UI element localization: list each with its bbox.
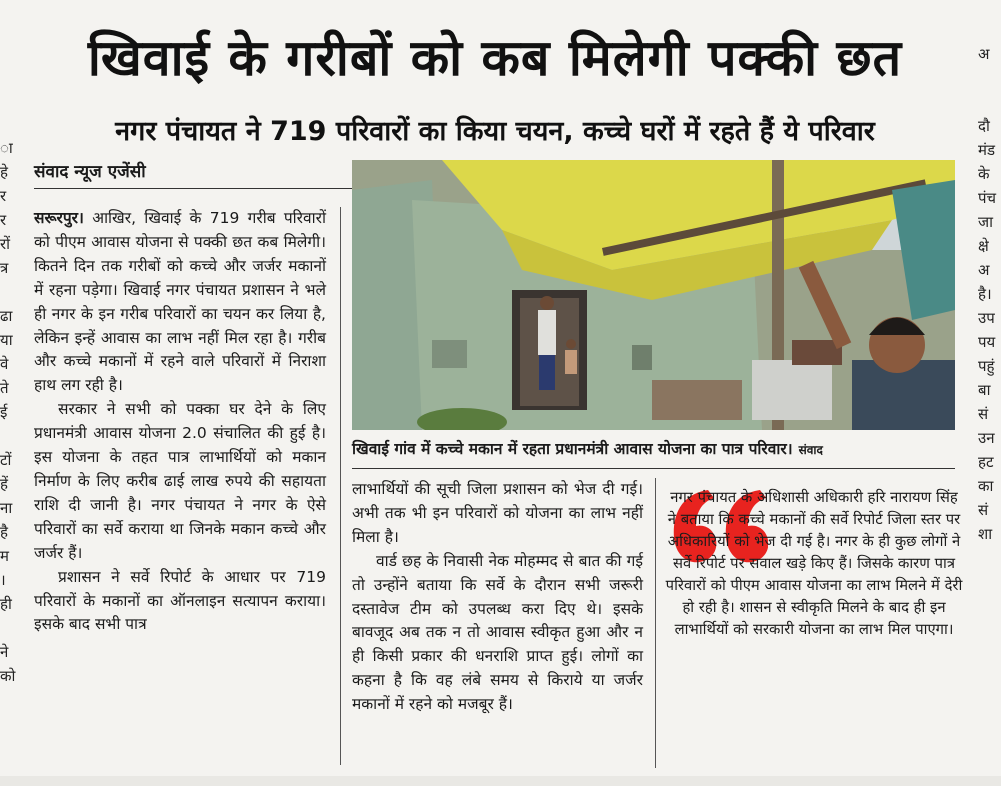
byline: संवाद न्यूज एजेंसी xyxy=(34,162,146,182)
dateline: सरूरपुर। xyxy=(34,209,84,227)
top-edge xyxy=(0,0,1001,8)
caption-divider xyxy=(352,468,955,469)
column-divider xyxy=(340,207,341,765)
column-divider xyxy=(655,478,656,768)
article-paragraph: सरकार ने सभी को पक्का घर देने के लिए प्रधानमंत्री आवास योजना 2.0 संचालित की हुई है। इस योजना के तहत पात्र लाभार्थियों को मकान निर्माण के लिए करीब ढाई लाख रुपये की सहायता राशि दी जानी है। नगर पंचायत ने नगर के ऐसे परिवारों का सर्वे कराया था जिनके मकान कच्चे और जर्जर हैं। xyxy=(34,400,326,562)
official-quote: नगर पंचायत के अधिशासी अधिकारी हरि नारायण सिंह ने बताया कि कच्चे मकानों की सर्वे रिपोर्ट जिला स्तर पर अधिकारियों को भेज दी गई है। नगर के ही कुछ लोगों ने सर्वे रिपोर्ट पर सवाल खड़े किए हैं। जिसके कारण पात्र परिवारों को पीएम आवास योजना का लाभ मिलने में देरी हो रही है। शासन से स्वीकृति मिलने के बाद ही इन लाभार्थियों को सरकारी योजना का लाभ मिल पाएगा। xyxy=(665,489,963,638)
article-column-2 xyxy=(352,478,643,717)
article-paragraph: लाभार्थियों की सूची जिला प्रशासन को भेज दी गई। अभी तक भी इन परिवारों को योजना का लाभ नहीं मिला है। xyxy=(352,480,643,546)
adjacent-article-right-fragment: अ दौ मंड के पंच जा क्षे अ है। उप पय पहुं बा सं उन हट का सं शा xyxy=(978,45,997,543)
article-paragraph: सरूरपुर। आखिर, खिवाई के 719 गरीब परिवारों को पीएम आवास योजना से पक्की छत कब मिलेगी। कितने दिन तक गरीबों को कच्चे और जर्जर मकानों में रहना पड़ेगा। खिवाई नगर पंचायत प्रशासन ने भले ही नगर के इन गरीब परिवारों का चयन कर लिया है, लेकिन इन्हें आवास का लाभ नहीं मिल रहा है। गरीब और कच्चे मकानों में रहने वाले परिवारों में निराशा हाथ लग रही है। xyxy=(34,209,327,395)
headline: खिवाई के गरीबों को कब मिलेगी पक्की छत xyxy=(87,29,903,87)
photo-credit: संवाद xyxy=(798,443,823,457)
photo-caption xyxy=(352,436,955,463)
article-paragraph: वार्ड छह के निवासी नेक मोहम्मद से बात की गई तो उन्होंने बताया कि सर्वे के दौरान सभी जरूरी दस्तावेज टीम को उपलब्ध करा दिए थे। इसके बावजूद अब तक न तो आवास स्वीकृत हुआ और न ही किसी प्रकार की धनराशि प्राप्त हुई। लोगों का कहना है कि वह लंबे समय से किराये या जर्जर मकानों में रहने को मजबूर हैं। xyxy=(352,551,643,714)
subheadline: नगर पंचायत ने 719 परिवारों का किया चयन, कच्चे घरों में रहते हैं ये परिवार xyxy=(115,116,875,147)
news-photo xyxy=(352,160,955,430)
bottom-edge xyxy=(0,776,1001,786)
house-photo-illustration xyxy=(352,160,955,430)
article-column-1 xyxy=(34,207,326,637)
adjacent-article-left-fragment: ा हे र र रों त्र ढा या वे ते ई टों हें ना है म । ही ने को xyxy=(0,139,16,685)
byline-divider xyxy=(34,188,352,189)
article-paragraph: प्रशासन ने सर्वे रिपोर्ट के आधार पर 719 परिवारों के मकानों का ऑनलाइन सत्यापन कराया। इसके बाद सभी पात्र xyxy=(34,567,326,634)
photo-caption-text: खिवाई गांव में कच्चे मकान में रहता प्रधानमंत्री आवास योजना का पात्र परिवार। xyxy=(352,440,793,458)
